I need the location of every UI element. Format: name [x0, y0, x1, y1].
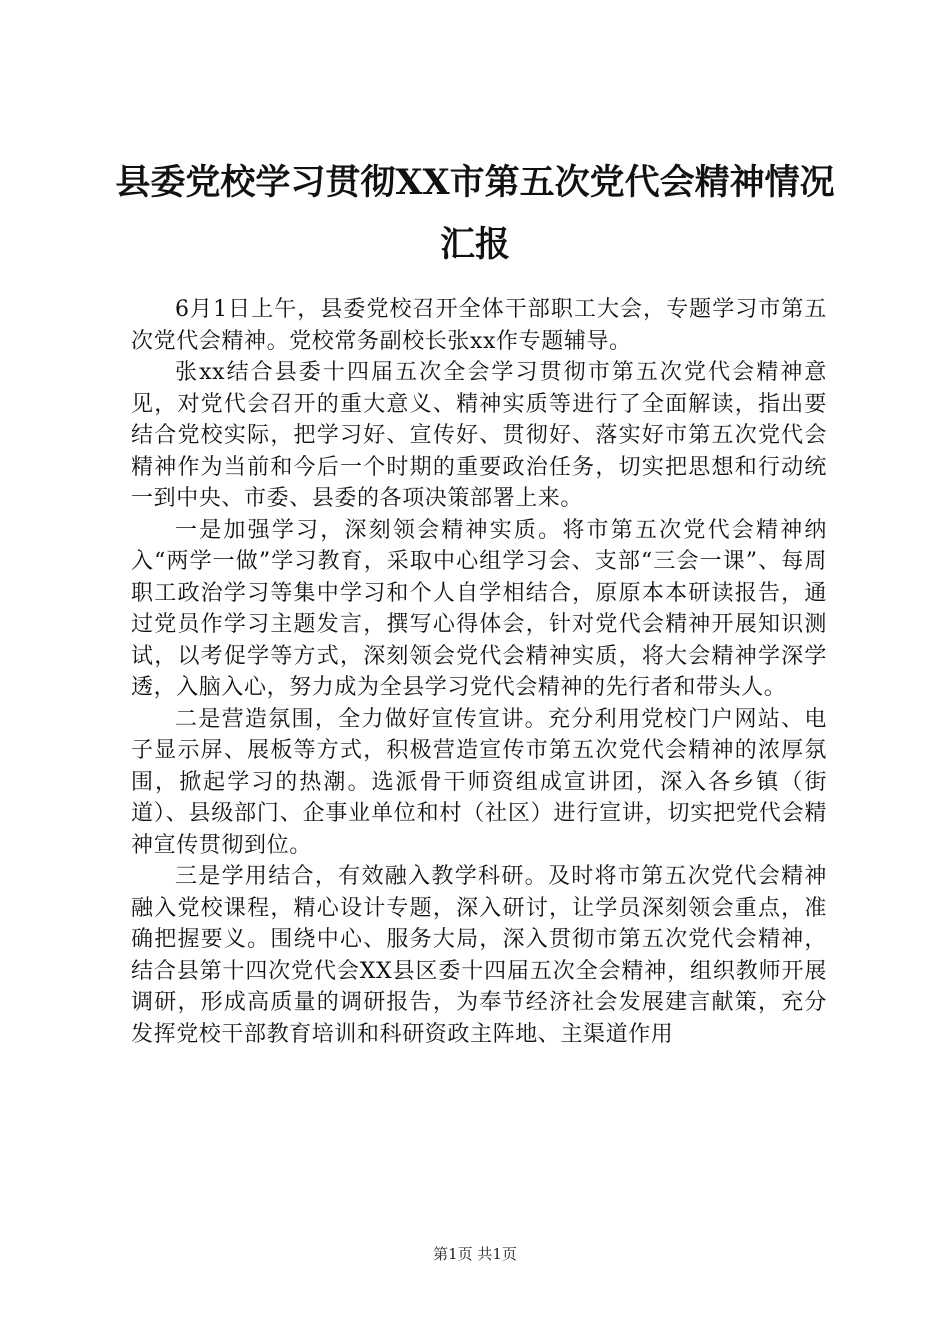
paragraph-2: 张xx结合县委十四届五次全会学习贯彻市第五次党代会精神意见，对党代会召开的重大意义、精神实质等进行了全面解读，指出要结合党校实际，把学习好、宣传好、贯彻好、落实好市第五次党代会精神作为当前和今后一个时期的重要政治任务，切实把思想和行动统一到中央、市委、县委的各项决策部署上来。 — [131, 360, 827, 511]
paragraph-4: 二是营造氛围，全力做好宣传宣讲。充分利用党校门户网站、电子显示屏、展板等方式，积极营造宣传市第五次党代会精神的浓厚氛围，掀起学习的热潮。选派骨干师资组成宣讲团，深入各乡镇（街道）、县级部门、企事业单位和村（社区）进行宣讲，切实把党代会精神宣传贯彻到位。 — [131, 706, 827, 858]
page-footer: 第1页 共1页 — [433, 1245, 517, 1263]
paragraph-1: 6月1日上午，县委党校召开全体干部职工大会，专题学习市第五次党代会精神。党校常务副校长张xx作专题辅导。 — [131, 297, 827, 354]
document-title: 县委党校学习贯彻XX市第五次党代会精神情况汇报 — [115, 162, 835, 265]
document-body — [131, 294, 827, 1050]
paragraph-3: 一是加强学习，深刻领会精神实质。将市第五次党代会精神纳入“两学一做”学习教育，采取中心组学习会、支部“三会一课”、每周职工政治学习等集中学习和个人自学相结合，原原本本研读报告，通过党员作学习主题发言，撰写心得体会，针对党代会精神开展知识测试，以考促学等方式，深刻领会党代会精神实质，将大会精神学深学透，入脑入心，努力成为全县学习党代会精神的先行者和带头人。 — [131, 517, 827, 700]
paragraph-5: 三是学用结合，有效融入教学科研。及时将市第五次党代会精神融入党校课程，精心设计专题，深入研讨，让学员深刻领会重点，准确把握要义。围绕中心、服务大局，深入贯彻市第五次党代会精神，结合县第十四次党代会XX县区委十四届五次全会精神，组织教师开展调研，形成高质量的调研报告，为奉节经济社会发展建言献策，充分发挥党校干部教育培训和科研资政主阵地、主渠道作用 — [131, 864, 827, 1047]
